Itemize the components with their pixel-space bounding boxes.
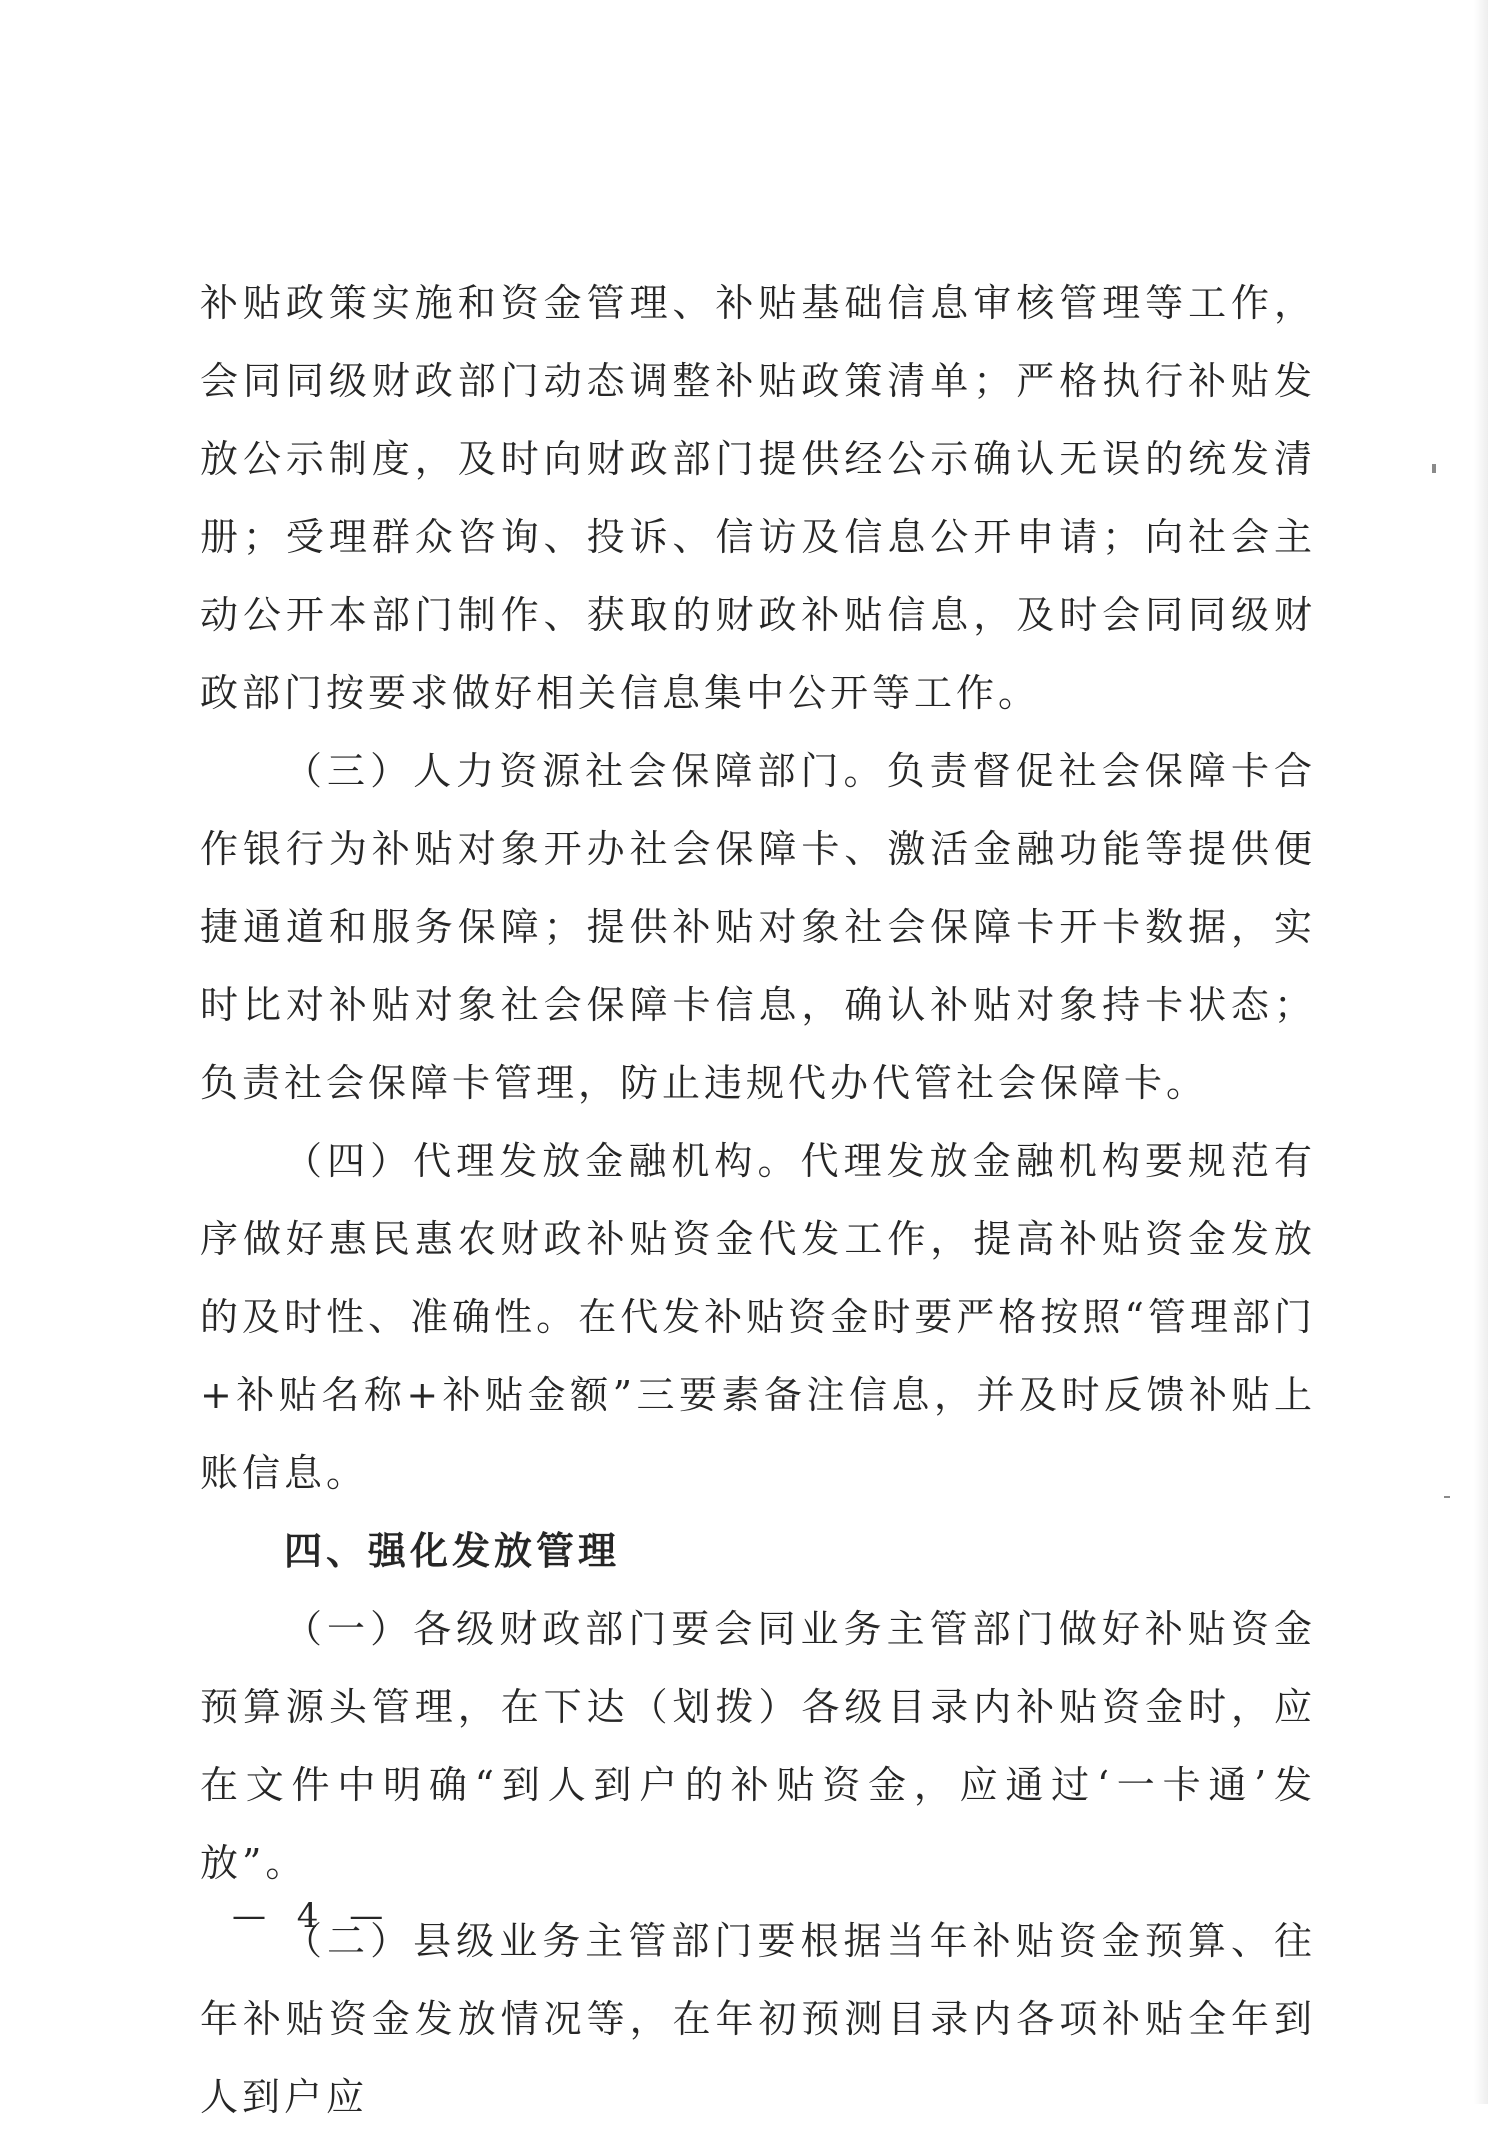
paragraph-financial-institutions: （四）代理发放金融机构。代理发放金融机构要规范有序做好惠民惠农财政补贴资金代发工作，提高补贴资金发放的及时性、准确性。在代发补贴资金时要严格按照“管理部门+补贴名称+补贴金额”三要素备注信息，并及时反馈补贴上账信息。 <box>200 1139 1316 1495</box>
scan-speck-mark <box>1444 1496 1450 1498</box>
paragraph-continuation: 补贴政策实施和资金管理、补贴基础信息审核管理等工作，会同同级财政部门动态调整补贴政策清单；严格执行补贴发放公示制度，及时向财政部门提供经公示确认无误的统发清册；受理群众咨询、投诉、信访及信息公开申请；向社会主动公开本部门制作、获取的财政补贴信息，及时会同同级财政部门按要求做好相关信息集中公开等工作。 <box>200 281 1316 715</box>
page-number: — 4 — <box>232 1896 394 1936</box>
paragraph-budget-management: （一）各级财政部门要会同业务主管部门做好补贴资金预算源头管理，在下达（划拨）各级目录内补贴资金时，应在文件中明确“到人到户的补贴资金，应通过‘一卡通’发放”。 <box>200 1607 1316 1885</box>
section-heading: 四、强化发放管理 <box>284 1529 621 1573</box>
paragraph-county-departments: （二）县级业务主管部门要根据当年补贴资金预算、往年补贴资金发放情况等，在年初预测目录内各项补贴全年到人到户应 <box>200 1919 1316 2119</box>
document-body <box>200 264 1316 2136</box>
paragraph-hr-social-security: （三）人力资源社会保障部门。负责督促社会保障卡合作银行为补贴对象开办社会保障卡、激活金融功能等提供便捷通道和服务保障；提供补贴对象社会保障卡开卡数据，实时比对补贴对象社会保障卡信息，确认补贴对象持卡状态；负责社会保障卡管理，防止违规代办代管社会保障卡。 <box>200 749 1316 1105</box>
scan-speck-mark <box>1432 464 1436 473</box>
scan-page-edge <box>1474 0 1488 2104</box>
